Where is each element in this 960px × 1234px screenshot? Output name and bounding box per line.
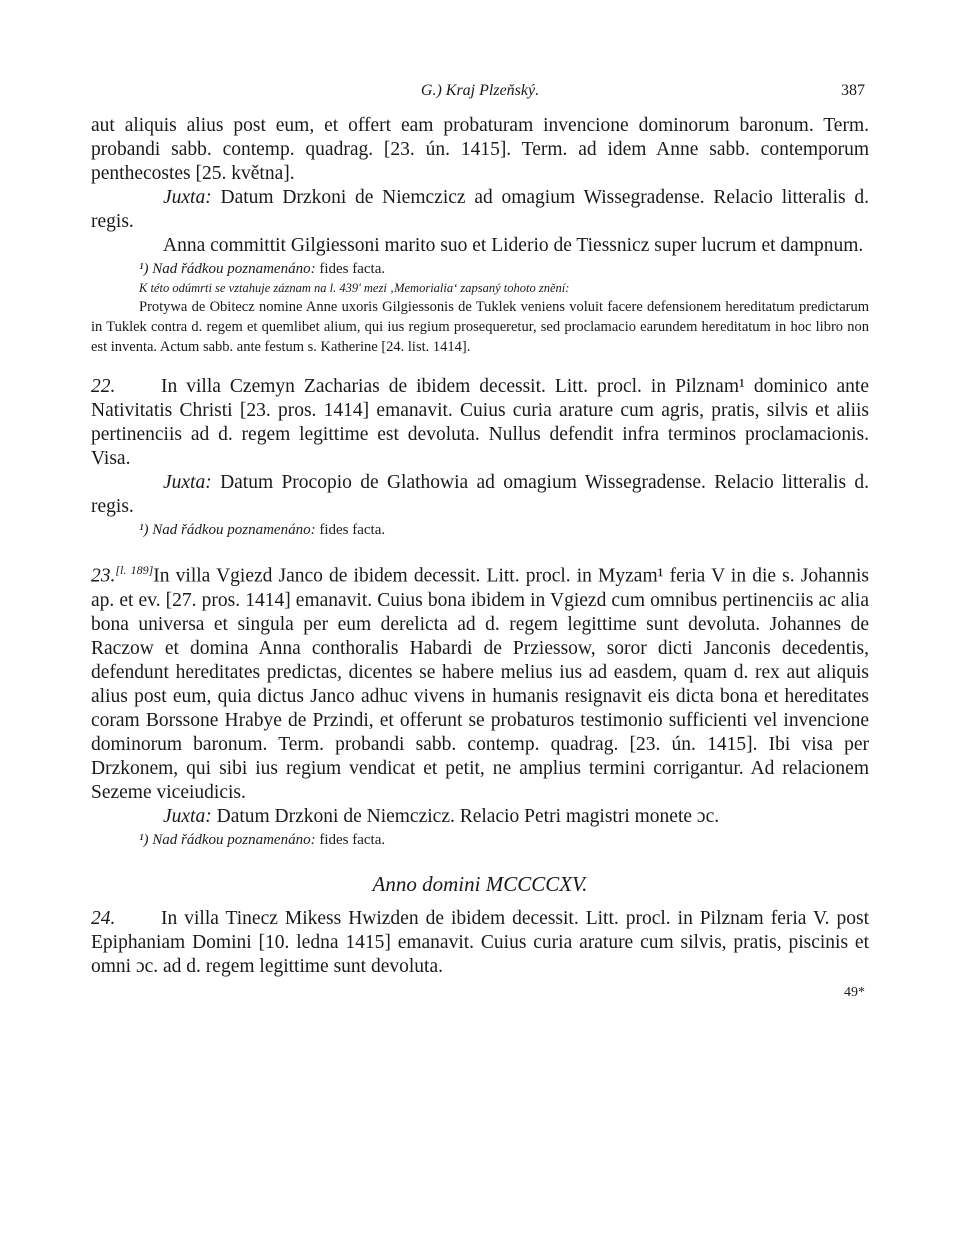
leaf-marker: [l. 189]	[115, 563, 154, 577]
footnote-text: fides facta.	[315, 831, 386, 848]
juxta-paragraph	[91, 805, 869, 829]
entry-paragraph: aut aliquis alius post eum, et offert eam probaturam invencione dominorum baronum. Term. probandi sabb. contemp. quadrag. [23. ún. 1415]. Term. ad idem Anne sabb. contemporum penthecostes [25. května].	[91, 115, 869, 184]
footnote-text: fides facta.	[315, 522, 386, 538]
entry-paragraph	[91, 907, 869, 979]
juxta-label: Juxta:	[163, 187, 212, 208]
footnote-label: ¹) Nad řádkou poznamenáno:	[139, 522, 316, 538]
juxta-text: Datum Procopio de Glathowia ad omagium Wissegradense. Relacio litteralis d. regis.	[91, 472, 869, 517]
entry-number: 23.	[91, 565, 116, 587]
note-heading: K této odúmrti se vztahuje záznam na l. 439' mezi ‚Memorialia‘ zapsaný tohoto znění:	[139, 281, 570, 295]
signature-mark: 49*	[844, 984, 865, 1000]
footnote	[139, 259, 869, 279]
footnote	[139, 520, 869, 540]
running-header	[91, 74, 869, 114]
entry-text: In villa Tinecz Mikess Hwizden de ibidem decessit. Litt. procl. in Pilznam feria V. post Epiphaniam Domini [10. ledna 1415] emanavit. Cuius curia arature cum silvis, pratis, piscinis et omni ɔc. ad d. regem legittime sunt devoluta.	[91, 907, 869, 977]
footnote-label: ¹) Nad řádkou poznamenáno:	[139, 261, 316, 277]
juxta-text: Datum Drzkoni de Niemczicz. Relacio Petri magistri monete ɔc.	[211, 805, 720, 827]
entry-23	[91, 558, 869, 829]
entry-text: In villa Czemyn Zacharias de ibidem decessit. Litt. procl. in Pilznam¹ dominico ante Nativitatis Christi [23. pros. 1414] emanavit. Cuius curia arature cum agris, pratis, silvis et aliis pertinenciis ad d. regem legittime est devoluta. Nullus defendit infra terminos proclamacionis. Visa.	[91, 376, 869, 469]
footnote-label: ¹) Nad řádkou poznamenáno:	[139, 831, 316, 848]
juxta-text: Datum Drzkoni de Niemczicz ad omagium Wissegradense. Relacio litteralis d. regis.	[91, 187, 869, 232]
year-heading: Anno domini MCCCCXV.	[372, 871, 588, 896]
continued-entry	[91, 114, 869, 258]
footnote-text: fides facta.	[315, 261, 386, 277]
header-title: G.) Kraj Plzeňský.	[420, 82, 540, 99]
juxta-paragraph	[91, 471, 869, 519]
entry-number: 22.	[91, 376, 116, 397]
juxta-paragraph	[91, 186, 869, 234]
juxta-label: Juxta:	[163, 472, 212, 493]
juxta-label: Juxta:	[163, 805, 212, 827]
note-text: Protywa de Obitecz nomine Anne uxoris Gilgiessonis de Tuklek veniens voluit facere defensionem hereditatum predictarum in Tuklek contra d. regem et quemlibet alium, qui ius regium prosequeretur, sed proclamacio earundem hereditatum in hoc libro non est inventa. Actum sabb. ante festum s. Katherine [24. list. 1414].	[91, 299, 869, 355]
entry-24	[91, 907, 869, 979]
entry-paragraph: Anna committit Gilgiessoni marito suo et Liderio de Tiessnicz super lucrum et dampnum.	[163, 235, 864, 256]
entry-paragraph	[91, 375, 869, 471]
entry-number: 24.	[91, 907, 116, 929]
entry-paragraph	[91, 558, 869, 805]
entry-22	[91, 375, 869, 519]
entry-text: In villa Vgiezd Janco de ibidem decessit. Litt. procl. in Myzam¹ feria V in die s. Johannis ap. et ev. [27. pros. 1414] emanavit. Cuius bona ibidem in Vgiezd cum omnibus pertinenciis ac alia bona universa et singula per eum derelicta ad d. regem legittime sunt devoluta. Johannes de Raczow et domina Anna conthoralis Habardi de Prziessow, soror dicti Janconis decedentis, defendunt hereditates predictas, dicentes se habere melius ius ad easdem, quam d. rex aut aliquis alius post eum, quia dictus Janco adhuc vivens in humanis resignavit eis dicta bona et hereditates coram Borssone Hrabye de Przindi, et offerunt se probaturos testimonio sufficienti vel invencione dominorum baronum. Term. probandi sabb. contemp. quadrag. [23. ún. 1415]. Ibi visa per Drzkonem, qui sibi ius regium vendicat et petit, ne amplius termini corrigantur. Ad relacionem Sezeme viceiudicis.	[91, 565, 869, 803]
footnote	[139, 830, 869, 850]
page-number: 387	[841, 82, 865, 99]
